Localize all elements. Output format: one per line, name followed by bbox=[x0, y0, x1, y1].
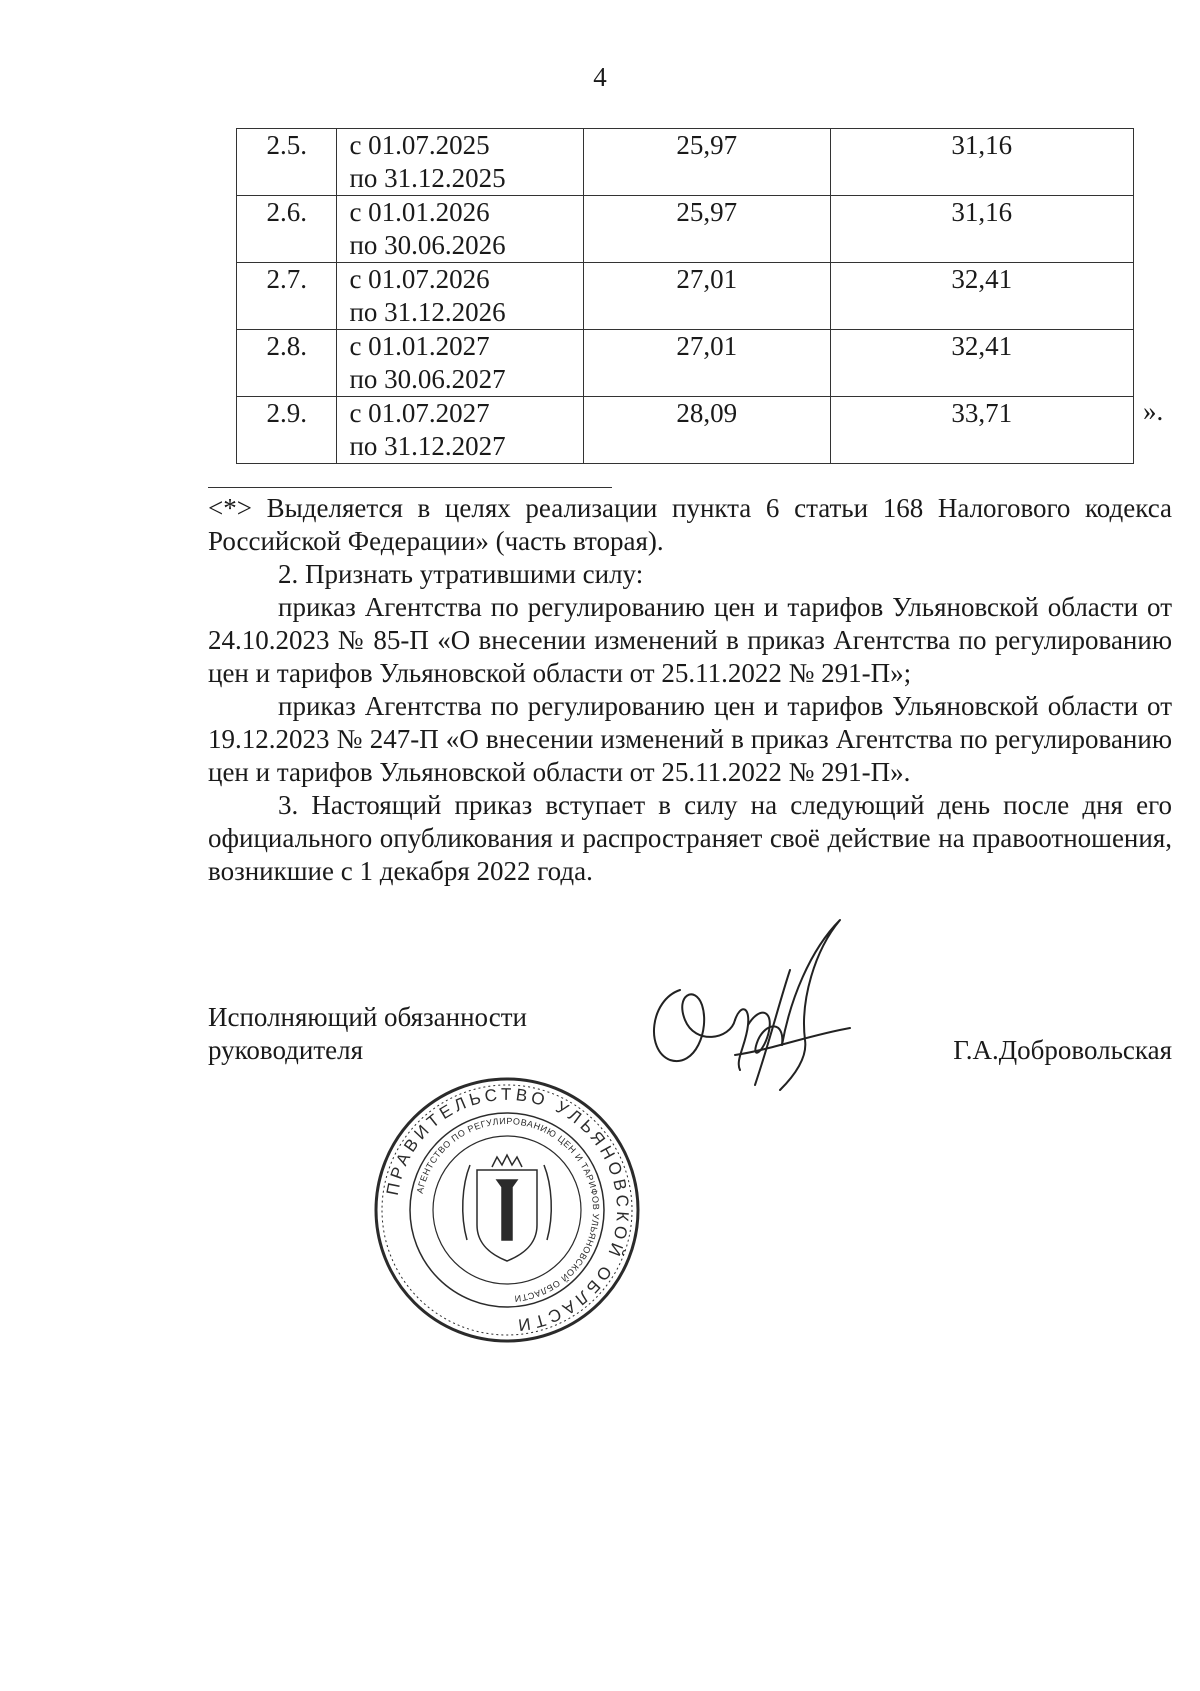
signer-role-line1: Исполняющий обязанности bbox=[208, 1002, 527, 1032]
period-from: с 01.01.2027 bbox=[349, 331, 490, 361]
item2-heading: 2. Признать утратившими силу: bbox=[278, 559, 644, 589]
period-cell bbox=[337, 196, 584, 263]
signer-role bbox=[208, 1001, 527, 1067]
value1-cell: 27,01 bbox=[584, 330, 831, 397]
item2-first-order: приказ Агентства по регулированию цен и тарифов Ульяновской области от 24.10.2023 № 85-П «О внесении изменений в приказ Агентства по регулированию цен и тарифов Ульяновской области от 25.11.2022 № 291-П»; bbox=[208, 592, 1172, 688]
value2-cell: 31,16 bbox=[830, 129, 1133, 196]
body-text bbox=[208, 492, 1172, 888]
official-stamp-seal bbox=[372, 1075, 642, 1345]
item3-paragraph: 3. Настоящий приказ вступает в силу на следующий день после дня его официального опубликования и распространяет своё действие на правоотношения, возникшие с 1 декабря 2022 года. bbox=[208, 790, 1172, 886]
period-to: по 30.06.2026 bbox=[349, 230, 506, 260]
item2-second-order: приказ Агентства по регулированию цен и тарифов Ульяновской области от 19.12.2023 № 247-П «О внесении изменений в приказ Агентства по регулированию цен и тарифов Ульяновской области от 25.11.2022 № 291-П». bbox=[208, 691, 1172, 787]
value2-cell: 32,41 bbox=[830, 263, 1133, 330]
period-to: по 31.12.2025 bbox=[349, 163, 506, 193]
period-to: по 30.06.2027 bbox=[349, 364, 506, 394]
period-from: с 01.07.2026 bbox=[349, 264, 490, 294]
period-from: с 01.07.2027 bbox=[349, 398, 490, 428]
value2-cell: 31,16 bbox=[830, 196, 1133, 263]
table-row bbox=[237, 196, 1134, 263]
period-cell bbox=[337, 397, 584, 464]
table-row bbox=[237, 330, 1134, 397]
footnote-divider bbox=[208, 487, 612, 488]
row-number: 2.6. bbox=[237, 196, 337, 263]
row-number: 2.5. bbox=[237, 129, 337, 196]
signer-role-line2: руководителя bbox=[208, 1035, 364, 1065]
period-cell bbox=[337, 129, 584, 196]
stamp-inner-text: АГЕНТСТВО ПО РЕГУЛИРОВАНИЮ ЦЕН И ТАРИФОВ УЛЬЯНОВСКОЙ ОБЛАСТИ bbox=[414, 1115, 602, 1304]
row-number: 2.8. bbox=[237, 330, 337, 397]
period-cell bbox=[337, 330, 584, 397]
period-to: по 31.12.2026 bbox=[349, 297, 506, 327]
tariff-table bbox=[236, 128, 1134, 464]
value1-cell: 27,01 bbox=[584, 263, 831, 330]
signer-name: Г.А.Добровольская bbox=[953, 1035, 1172, 1065]
table-row bbox=[237, 263, 1134, 330]
period-from: с 01.07.2025 bbox=[349, 130, 490, 160]
row-number: 2.9. bbox=[237, 397, 337, 464]
period-to: по 31.12.2027 bbox=[349, 431, 506, 461]
value2-cell: 33,71 bbox=[830, 397, 1133, 464]
stamp-outer-text: ПРАВИТЕЛЬСТВО УЛЬЯНОВСКОЙ ОБЛАСТИ bbox=[382, 1084, 633, 1335]
period-cell bbox=[337, 263, 584, 330]
table-row bbox=[237, 397, 1134, 464]
value1-cell: 25,97 bbox=[584, 196, 831, 263]
page-number: 4 bbox=[593, 62, 607, 92]
coat-of-arms-icon bbox=[463, 1155, 552, 1261]
period-from: с 01.01.2026 bbox=[349, 197, 490, 227]
row-number: 2.7. bbox=[237, 263, 337, 330]
table-row bbox=[237, 129, 1134, 196]
table-closing-quote: ». bbox=[1143, 396, 1164, 426]
value2-cell: 32,41 bbox=[830, 330, 1133, 397]
value1-cell: 25,97 bbox=[584, 129, 831, 196]
footnote-text: <*> Выделяется в целях реализации пункта 6 статьи 168 Налогового кодекса Российской Федерации» (часть вторая). bbox=[208, 493, 1172, 556]
value1-cell: 28,09 bbox=[584, 397, 831, 464]
handwritten-signature bbox=[640, 910, 860, 1100]
